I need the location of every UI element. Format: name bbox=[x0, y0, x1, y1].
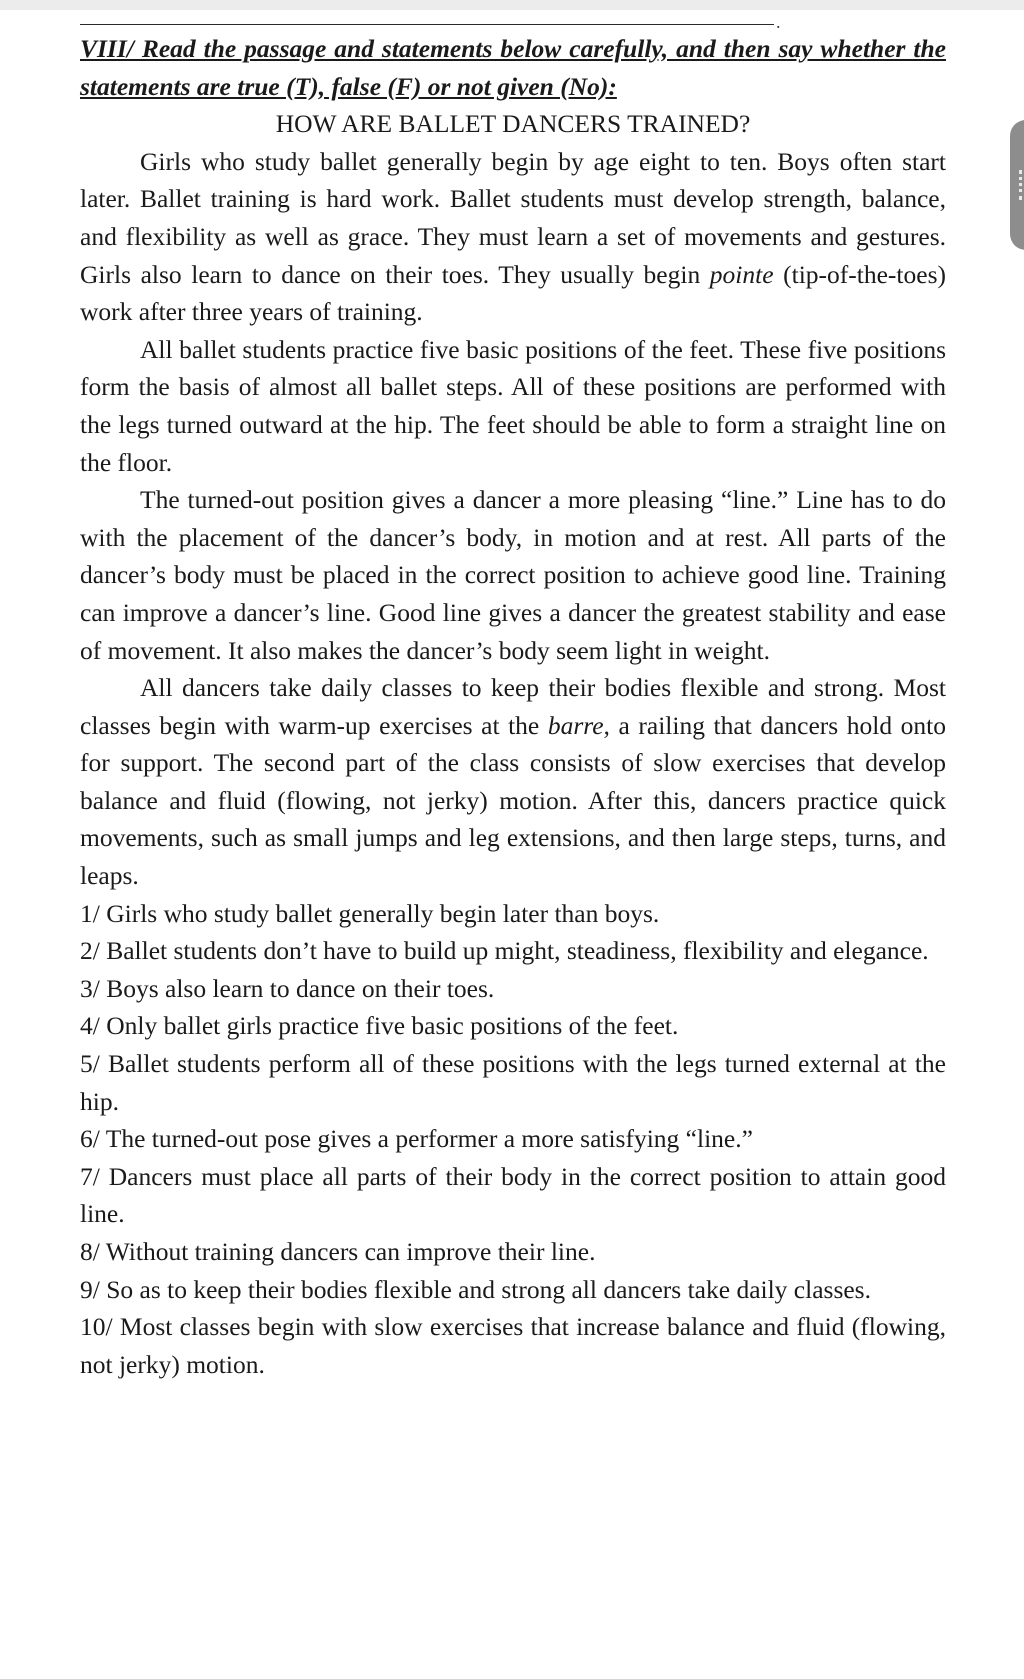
worksheet bbox=[80, 30, 946, 1383]
exercise-heading: VIII/ Read the passage and statements below carefully, and then say whether the statements are true (T), false (F) or not given (No): bbox=[80, 34, 946, 101]
statement-10: 10/ Most classes begin with slow exercises that increase balance and fluid (flowing, not jerky) motion. bbox=[80, 1312, 946, 1379]
statement-2: 2/ Ballet students don’t have to build up might, steadiness, flexibility and elegance. bbox=[80, 936, 929, 966]
statement-4: 4/ Only ballet girls practice five basic positions of the feet. bbox=[80, 1011, 679, 1041]
italic-term-pointe: pointe bbox=[709, 259, 774, 289]
statement-3: 3/ Boys also learn to dance on their toes. bbox=[80, 973, 495, 1003]
statement-1: 1/ Girls who study ballet generally begin later than boys. bbox=[80, 898, 660, 928]
passage-paragraph-4 bbox=[80, 669, 946, 895]
passage-paragraph-3 bbox=[80, 481, 946, 669]
statement-6: 6/ The turned-out pose gives a performer a more satisfying “line.” bbox=[80, 1124, 753, 1154]
passage-title: HOW ARE BALLET DANCERS TRAINED? bbox=[275, 109, 751, 139]
italic-term-barre: barre, bbox=[547, 710, 610, 740]
side-handle-grip-icon bbox=[1019, 170, 1024, 200]
answer-line-rule bbox=[80, 24, 774, 25]
paragraph-text: All dancers take daily classes to keep their bodies flexible and strong. Most classes begin with warm-up exercises at the bbox=[80, 673, 946, 740]
paragraph-text: All ballet students practice five basic positions of the feet. These five positions form the basis of almost all ballet steps. All of these positions are performed with the legs turned outward at the hip. The feet should be able to form a straight line on the floor. bbox=[80, 334, 946, 477]
statement-5: 5/ Ballet students perform all of these positions with the legs turned external at the hip. bbox=[80, 1049, 946, 1116]
top-screen-strip bbox=[0, 0, 1024, 10]
paragraph-text: a railing that dancers hold onto for support. The second part of the class consists of slow exercises that develop balance and fluid (flowing, not jerky) motion. After this, dancers practice quick movements, such as small jumps and leg extensions, and then large steps, turns, and leaps. bbox=[80, 710, 946, 891]
statement-7: 7/ Dancers must place all parts of their body in the correct position to attain good line. bbox=[80, 1161, 946, 1229]
statement-8: 8/ Without training dancers can improve their line. bbox=[80, 1237, 596, 1266]
paragraph-text: Girls who study ballet generally begin by age eight to ten. Boys often start later. Ballet training is hard work. Ballet students must develop strength, balance, and flexibility as well as grace. They must learn a set of movements and gestures. Girls also learn to dance on their toes. They usually begin bbox=[80, 146, 946, 289]
passage-paragraph-2 bbox=[80, 331, 946, 481]
paragraph-text: The turned-out position gives a dancer a more pleasing “line.” Line has to do with the placement of the dancer’s body, in motion and at rest. All parts of the dancer’s body must be placed in the correct position to achieve good line. Training can improve a dancer’s line. Good line gives a dancer the greatest stability and ease of movement. It also makes the dancer’s body seem light in weight. bbox=[80, 485, 946, 665]
passage-paragraph-1 bbox=[80, 143, 946, 331]
paragraph-text: (tip-of-the-toes) work after three years of training. bbox=[80, 259, 946, 327]
statement-9: 9/ So as to keep their bodies flexible and strong all dancers take daily classes. bbox=[80, 1274, 871, 1304]
answer-line-dot: . bbox=[776, 12, 781, 32]
